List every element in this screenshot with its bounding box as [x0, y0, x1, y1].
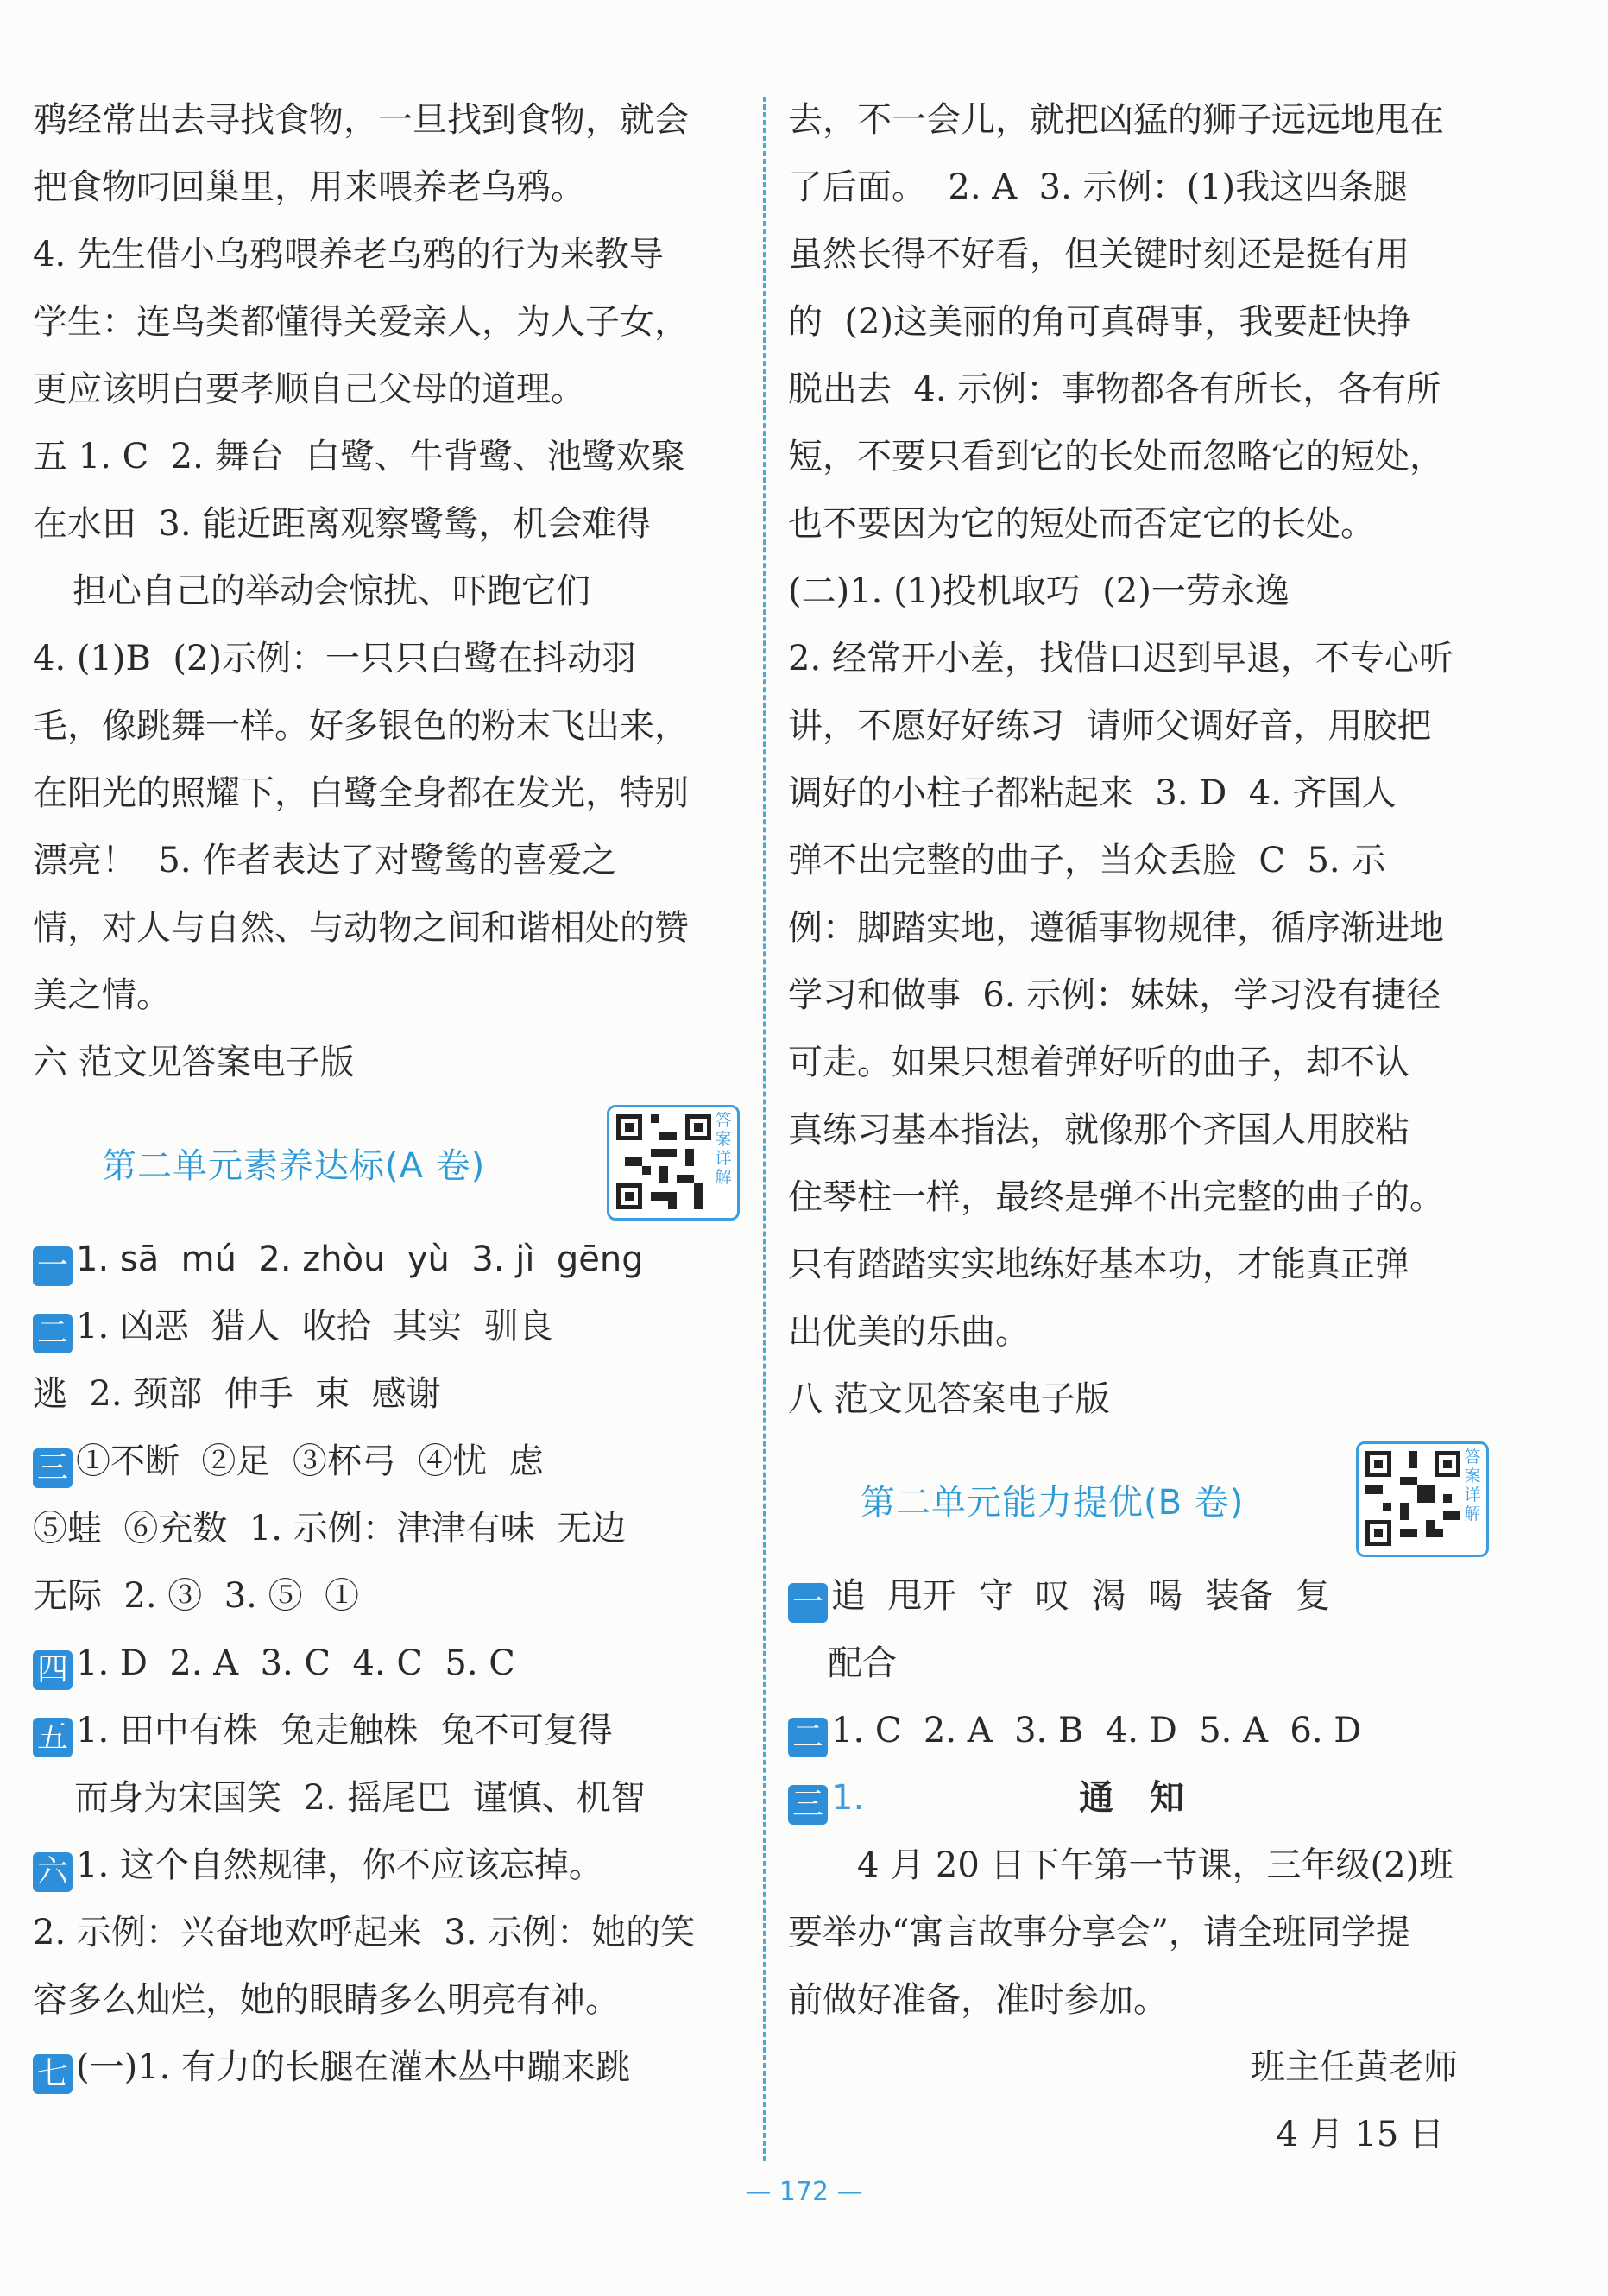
text-line: 例：脚踏实地，遵循事物规律，循序渐进地	[788, 908, 1444, 948]
text-line: 的 (2)这美丽的角可真碍事，我要赶快挣	[788, 302, 1412, 342]
answer-text: ①不断 ②足 ③杯弓 ④忧 虑	[76, 1441, 544, 1481]
text-line: 脱出去 4. 示例：事物都各有所长，各有所	[788, 369, 1441, 409]
qr-label: 答案详解	[1464, 1448, 1481, 1523]
text-line: 住琴柱一样，最终是弹不出完整的曲子的。	[788, 1177, 1444, 1217]
section-header-a	[33, 1096, 749, 1226]
text-line: 学生：连鸟类都懂得关爱亲人，为人子女，	[33, 302, 689, 342]
answer-text: 1. sā mú 2. zhòu yù 3. jì gēng	[76, 1239, 644, 1279]
section-title: 第二单元素养达标(A 卷)	[102, 1146, 486, 1186]
text-line: 逃 2. 颈部 伸手 束 感谢	[33, 1374, 441, 1414]
notice-line: 4 月 20 日下午第一节课，三年级(2)班	[857, 1845, 1454, 1885]
notice-date: 4 月 15 日	[1276, 2115, 1444, 2154]
answer-text: (一)1. 有力的长腿在灌木丛中蹦来跳	[76, 2047, 631, 2087]
text-line: 了后面。 2. A 3. 示例：(1)我这四条腿	[788, 167, 1409, 207]
text-line: 容多么灿烂，她的眼睛多么明亮有神。	[33, 1980, 620, 2020]
badge-yi: 一	[33, 1246, 73, 1286]
answer-line	[33, 1630, 749, 1697]
text-line: ⑤蛙 ⑥充数 1. 示例：津津有味 无边	[33, 1509, 627, 1549]
text-line: 情，对人与自然、与动物之间和谐相处的赞	[33, 908, 689, 948]
text-line: 2. 示例：兴奋地欢呼起来 3. 示例：她的笑	[33, 1913, 696, 1952]
answer-text: 1. 凶恶 猎人 收拾 其实 驯良	[76, 1307, 553, 1347]
answer-text: 1. D 2. A 3. C 4. C 5. C	[76, 1643, 515, 1683]
badge-wu: 五	[33, 1718, 73, 1757]
qr-code-icon	[616, 1114, 711, 1209]
answer-text: 1. 田中有株 兔走触株 兔不可复得	[76, 1711, 613, 1750]
answer-text: 1. 这个自然规律，你不应该忘掉。	[76, 1845, 603, 1885]
text-line: 虽然长得不好看，但关键时刻还是挺有用	[788, 235, 1409, 274]
text-line: (二)1. (1)投机取巧 (2)一劳永逸	[788, 571, 1290, 611]
right-column	[788, 86, 1504, 2168]
answer-number: 1.	[831, 1778, 865, 1818]
text-line: 弹不出完整的曲子，当众丢脸 C 5. 示	[788, 841, 1386, 880]
text-line: 短，不要只看到它的长处而忽略它的短处，	[788, 437, 1444, 476]
text-line: 也不要因为它的短处而否定它的长处。	[788, 504, 1375, 544]
text-line: 只有踏踏实实地练好基本功，才能真正弹	[788, 1245, 1409, 1284]
text-line: 八 范文见答案电子版	[788, 1379, 1110, 1419]
text-line: 毛，像跳舞一样。好多银色的粉末飞出来，	[33, 706, 689, 746]
text-line: 配合	[828, 1643, 897, 1683]
text-line: 讲，不愿好好练习 请师父调好音，用胶把	[788, 706, 1432, 746]
qr-code-box[interactable]	[1356, 1441, 1489, 1557]
badge-san: 三	[788, 1785, 828, 1825]
badge-er: 二	[33, 1314, 73, 1353]
notice-title: 通 知	[1079, 1777, 1185, 1818]
text-line: 学习和做事 6. 示例：妹妹，学习没有捷径	[788, 975, 1441, 1015]
answer-text: 1. C 2. A 3. B 4. D 5. A 6. D	[831, 1711, 1362, 1750]
answer-line	[33, 1832, 749, 1899]
notice-line: 前做好准备，准时参加。	[788, 1980, 1168, 2020]
text-line: 在阳光的照耀下，白鹭全身都在发光，特别	[33, 773, 689, 813]
text-line: 把食物叼回巢里，用来喂养老乌鸦。	[33, 167, 585, 207]
text-line: 担心自己的举动会惊扰、吓跑它们	[73, 571, 590, 611]
text-line: 更应该明白要孝顺自己父母的道理。	[33, 369, 585, 409]
column-divider	[763, 97, 766, 2161]
text-line: 可走。如果只想着弹好听的曲子，却不认	[788, 1043, 1409, 1082]
text-line: 去，不一会儿，就把凶猛的狮子远远地甩在	[788, 100, 1444, 140]
page-number: — 172 —	[745, 2177, 863, 2207]
text-line: 真练习基本指法，就像那个齐国人用胶粘	[788, 1110, 1409, 1150]
text-line: 美之情。	[33, 975, 171, 1015]
answer-line	[788, 1562, 1504, 1630]
text-line: 4. 先生借小乌鸦喂养老乌鸦的行为来教导	[33, 235, 664, 274]
notice-line: 要举办“寓言故事分享会”，请全班同学提	[788, 1913, 1410, 1952]
text-line: 鸦经常出去寻找食物，一旦找到食物，就会	[33, 100, 689, 140]
qr-code-icon	[1365, 1451, 1460, 1546]
badge-san: 三	[33, 1448, 73, 1488]
text-line: 出优美的乐曲。	[788, 1312, 1030, 1352]
answer-line	[33, 1293, 749, 1360]
text-line: 五 1. C 2. 舞台 白鹭、牛背鹭、池鹭欢聚	[33, 437, 685, 476]
qr-label: 答案详解	[715, 1111, 732, 1187]
badge-si: 四	[33, 1650, 73, 1690]
answer-line	[33, 1428, 749, 1495]
answer-line	[788, 1697, 1504, 1764]
badge-yi: 一	[788, 1583, 828, 1623]
section-title: 第二单元能力提优(B 卷)	[861, 1483, 1245, 1523]
text-line: 2. 经常开小差，找借口迟到早退，不专心听	[788, 639, 1454, 678]
text-line: 六 范文见答案电子版	[33, 1043, 355, 1082]
answer-line	[788, 1764, 1504, 1832]
answer-line	[33, 1697, 749, 1764]
text-line: 漂亮！ 5. 作者表达了对鹭鸶的喜爱之	[33, 841, 617, 880]
section-header-b	[788, 1433, 1504, 1562]
answer-line	[33, 1226, 749, 1293]
badge-liu: 六	[33, 1852, 73, 1892]
text-line: 在水田 3. 能近距离观察鹭鸶，机会难得	[33, 504, 652, 544]
notice-signer: 班主任黄老师	[1251, 2047, 1458, 2087]
text-line: 而身为宋国笑 2. 摇尾巴 谨慎、机智	[74, 1778, 646, 1818]
text-line: 调好的小柱子都粘起来 3. D 4. 齐国人	[788, 773, 1397, 813]
badge-qi: 七	[33, 2054, 73, 2094]
qr-code-box[interactable]	[607, 1105, 740, 1221]
answer-line	[33, 2034, 749, 2101]
text-line: 无际 2. ③ 3. ⑤ ①	[33, 1576, 360, 1616]
text-line: 4. (1)B (2)示例：一只只白鹭在抖动羽	[33, 639, 637, 678]
badge-er: 二	[788, 1718, 828, 1757]
answer-text: 追 甩开 守 叹 渴 喝 装备 复	[831, 1576, 1331, 1616]
left-column	[33, 86, 749, 2101]
